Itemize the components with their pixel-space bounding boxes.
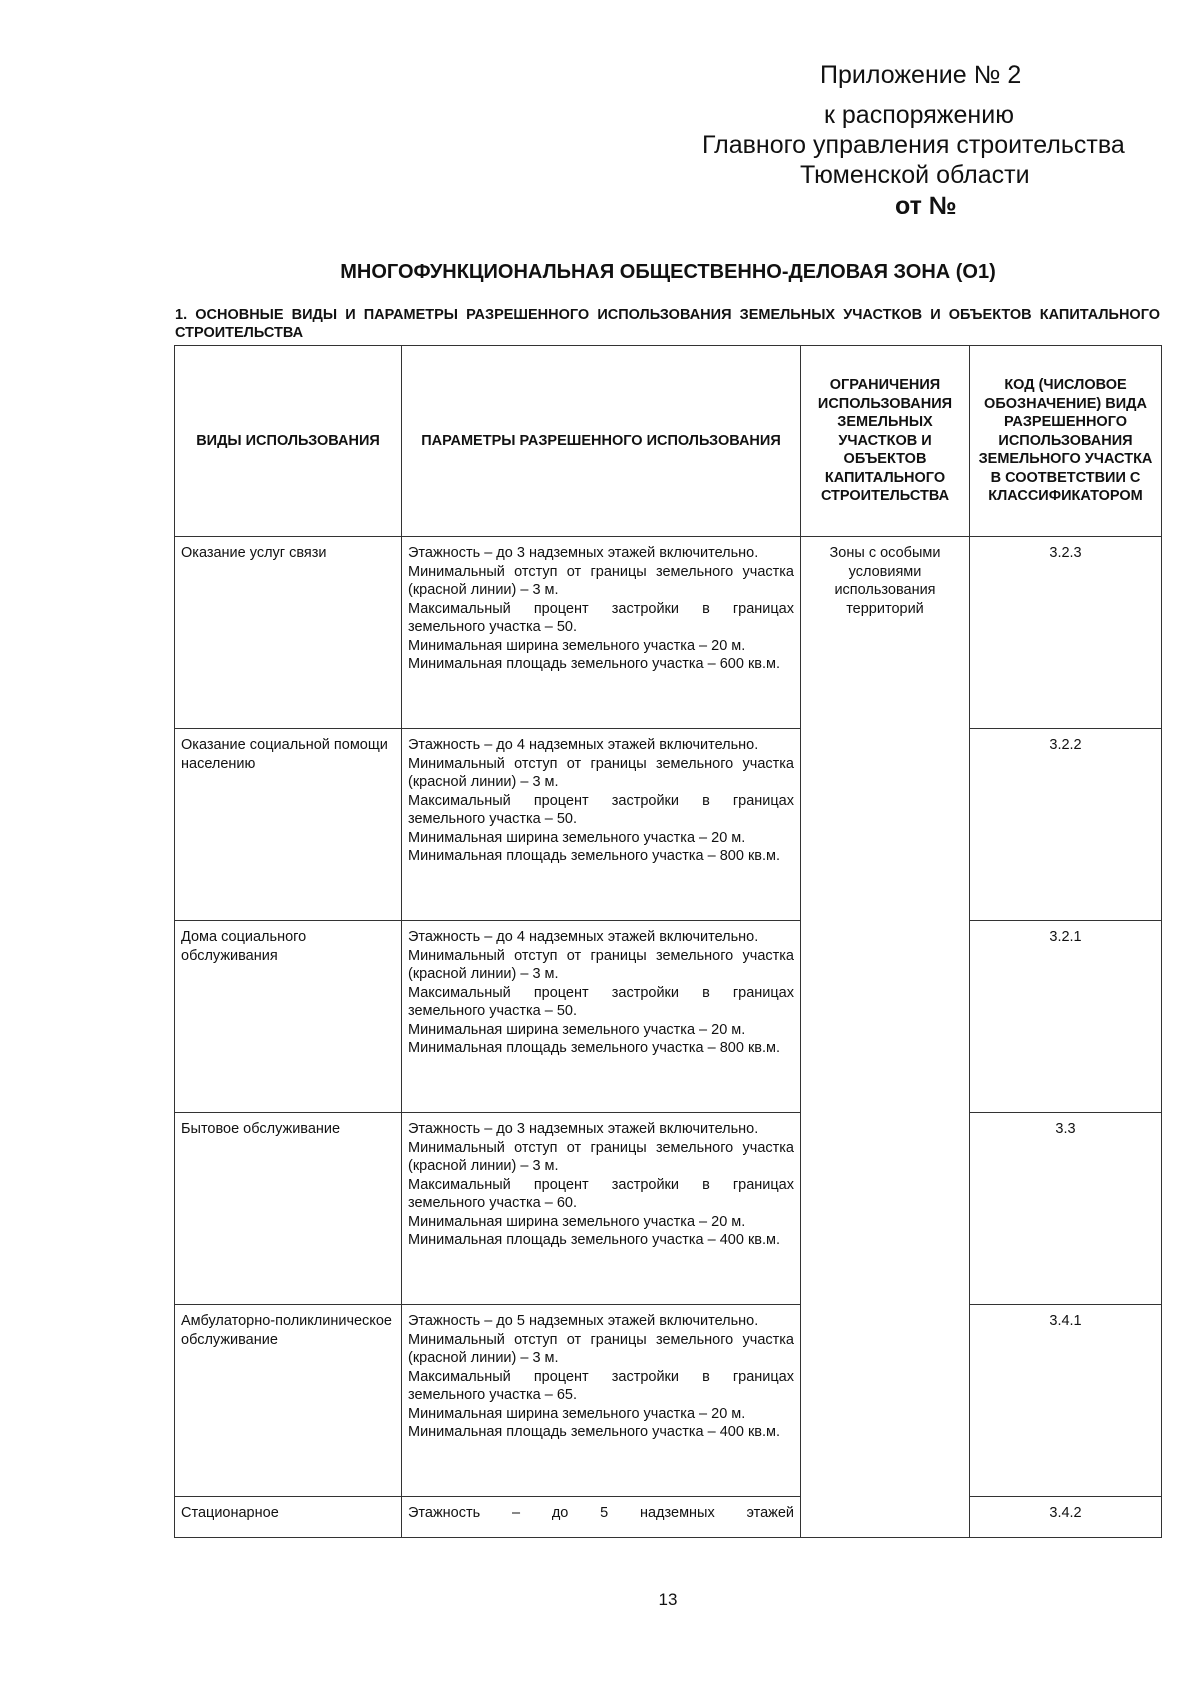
param-floors: Этажность – до 5 надземных этажей включительно. xyxy=(408,1313,759,1329)
param-min-area: Минимальная площадь земельного участка – 800 кв.м. xyxy=(408,1040,781,1056)
table-header-row xyxy=(175,346,1162,537)
usage-table xyxy=(174,345,1162,1538)
header-parameters: ПАРАМЕТРЫ РАЗРЕШЕННОГО ИСПОЛЬЗОВАНИЯ xyxy=(402,346,801,537)
header-line-order: к распоряжению xyxy=(824,101,1014,129)
param-setback: Минимальный отступ от границы земельного участка (красной линии) – 3 м. xyxy=(408,1139,794,1174)
table-row xyxy=(175,729,1162,921)
param-floors: Этажность – до 3 надземных этажей включительно. xyxy=(408,1121,759,1137)
parameters-cell xyxy=(402,537,801,729)
zone-title: МНОГОФУНКЦИОНАЛЬНАЯ ОБЩЕСТВЕННО-ДЕЛОВАЯ ЗОНА (О1) xyxy=(340,261,996,283)
param-floors: Этажность – до 3 надземных этажей включительно. xyxy=(408,545,759,561)
param-coverage: Максимальный процент застройки в границах земельного участка – 50. xyxy=(408,984,794,1019)
table-row xyxy=(175,921,1162,1113)
code-cell: 3.3 xyxy=(970,1113,1162,1305)
header-line-authority: Главного управления строительства xyxy=(702,131,1125,159)
param-setback: Минимальный отступ от границы земельного участка (красной линии) – 3 м. xyxy=(408,947,794,982)
param-min-width: Минимальная ширина земельного участка – 20 м. xyxy=(408,1213,746,1230)
parameters-cell xyxy=(402,1113,801,1305)
param-min-area: Минимальная площадь земельного участка – 800 кв.м. xyxy=(408,848,781,864)
restrictions-cell: Зоны с особыми условиями использования территорий xyxy=(801,537,970,1538)
section-heading: 1. ОСНОВНЫЕ ВИДЫ И ПАРАМЕТРЫ РАЗРЕШЕННОГО ИСПОЛЬЗОВАНИЯ ЗЕМЕЛЬНЫХ УЧАСТКОВ И ОБЪЕКТОВ КАПИТАЛЬНОГО СТРОИТЕЛЬСТВА xyxy=(175,307,1160,341)
param-coverage: Максимальный процент застройки в границах земельного участка – 65. xyxy=(408,1368,794,1403)
page-number: 13 xyxy=(658,1590,678,1609)
param-coverage: Максимальный процент застройки в границах земельного участка – 50. xyxy=(408,600,794,635)
param-min-width: Минимальная ширина земельного участка – 20 м. xyxy=(408,829,746,846)
param-min-width: Минимальная ширина земельного участка – 20 м. xyxy=(408,1405,746,1422)
header-code: КОД (ЧИСЛОВОЕ ОБОЗНАЧЕНИЕ) ВИДА РАЗРЕШЕННОГО ИСПОЛЬЗОВАНИЯ ЗЕМЕЛЬНОГО УЧАСТКА В СООТВЕТСТВИИ С КЛАССИФИКАТОРОМ xyxy=(970,346,1162,537)
param-setback: Минимальный отступ от границы земельного участка (красной линии) – 3 м. xyxy=(408,755,794,790)
header-usage-types: ВИДЫ ИСПОЛЬЗОВАНИЯ xyxy=(175,346,402,537)
param-floors: Этажность – до 4 надземных этажей включительно. xyxy=(408,737,759,753)
table-row xyxy=(175,1305,1162,1497)
parameters-cell xyxy=(402,1305,801,1497)
param-min-width: Минимальная ширина земельного участка – 20 м. xyxy=(408,637,746,654)
param-min-width: Минимальная ширина земельного участка – 20 м. xyxy=(408,1021,746,1038)
code-cell: 3.4.1 xyxy=(970,1305,1162,1497)
header-restrictions: ОГРАНИЧЕНИЯ ИСПОЛЬЗОВАНИЯ ЗЕМЕЛЬНЫХ УЧАСТКОВ И ОБЪЕКТОВ КАПИТАЛЬНОГО СТРОИТЕЛЬСТВА xyxy=(801,346,970,537)
table-row xyxy=(175,1497,1162,1538)
param-setback: Минимальный отступ от границы земельного участка (красной линии) – 3 м. xyxy=(408,563,794,598)
code-cell: 3.2.2 xyxy=(970,729,1162,921)
usage-type-cell: Дома социального обслуживания xyxy=(175,921,402,1113)
header-line-region: Тюменской области xyxy=(800,161,1030,189)
usage-type-cell: Стационарное xyxy=(175,1497,402,1538)
appendix-number: Приложение № 2 xyxy=(820,61,1022,89)
code-cell: 3.2.1 xyxy=(970,921,1162,1113)
parameters-cell xyxy=(402,1497,801,1538)
usage-type-cell: Бытовое обслуживание xyxy=(175,1113,402,1305)
param-min-area: Минимальная площадь земельного участка – 400 кв.м. xyxy=(408,1424,781,1440)
parameters-cell xyxy=(402,921,801,1113)
param-coverage: Максимальный процент застройки в границах земельного участка – 60. xyxy=(408,1176,794,1211)
code-cell: 3.2.3 xyxy=(970,537,1162,729)
table-row xyxy=(175,1113,1162,1305)
param-min-area: Минимальная площадь земельного участка – 400 кв.м. xyxy=(408,1232,781,1248)
param-floors: Этажность – до 4 надземных этажей включительно. xyxy=(408,929,759,945)
table-row xyxy=(175,537,1162,729)
param-min-area: Минимальная площадь земельного участка – 600 кв.м. xyxy=(408,656,781,672)
param-floors: Этажность – до 5 надземных этажей xyxy=(408,1505,794,1521)
usage-type-cell: Оказание социальной помощи населению xyxy=(175,729,402,921)
parameters-cell xyxy=(402,729,801,921)
usage-type-cell: Оказание услуг связи xyxy=(175,537,402,729)
param-setback: Минимальный отступ от границы земельного участка (красной линии) – 3 м. xyxy=(408,1331,794,1366)
header-line-date-number: от № xyxy=(895,192,957,220)
code-cell: 3.4.2 xyxy=(970,1497,1162,1538)
usage-type-cell: Амбулаторно-поликлиническое обслуживание xyxy=(175,1305,402,1497)
param-coverage: Максимальный процент застройки в границах земельного участка – 50. xyxy=(408,792,794,827)
